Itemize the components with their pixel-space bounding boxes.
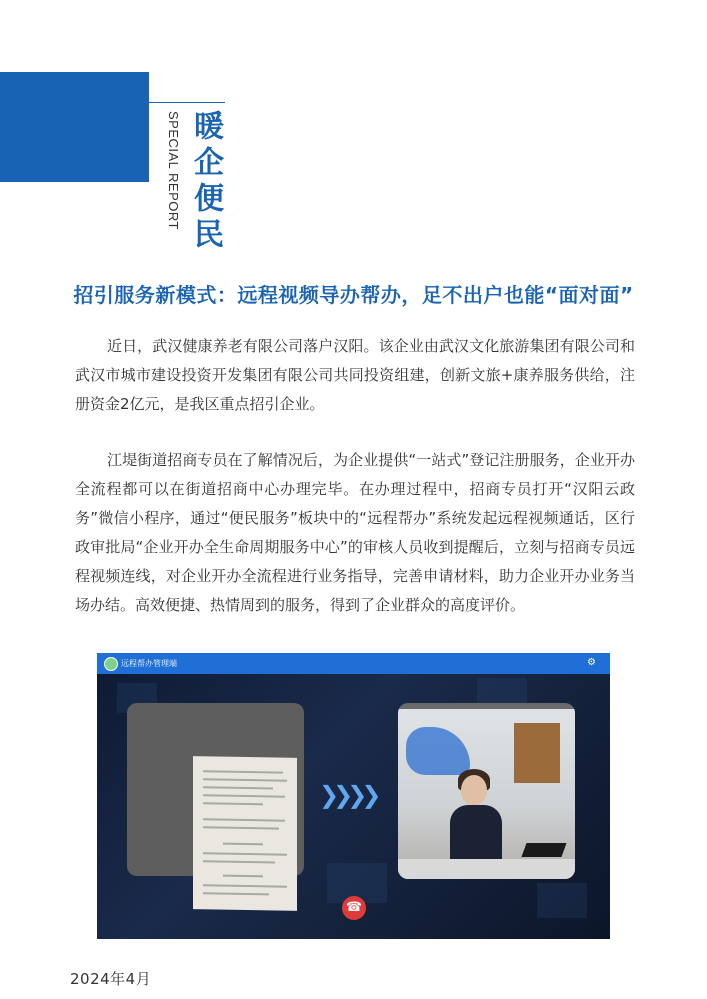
- section-title: 暖企便民: [188, 110, 223, 254]
- local-video-panel: [127, 703, 304, 876]
- app-logo-icon: [104, 657, 118, 671]
- person-head: [461, 775, 487, 805]
- person-body: [450, 805, 502, 865]
- office-scene: [398, 709, 575, 873]
- desk: [398, 859, 575, 879]
- doc-text-line: [203, 860, 275, 863]
- document-image: [193, 756, 297, 911]
- door: [514, 723, 560, 783]
- doc-text-line: [223, 843, 263, 846]
- article-paragraph: 江堤街道招商专员在了解情况后，为企业提供“一站式”登记注册服务，企业开办全流程都可以在街道招商中心办理完毕。在办理过程中，招商专员打开“汉阳云政务”微信小程序，通过“便民服务”板块中的“远程帮办”系统发起远程视频通话，区行政审批局“企业开办全生命周期服务中心”的审核人员收到提醒后，立刻与招商专员远程视频连线，对企业开办全流程进行业务指导，完善申请材料，助力企业开办业务当场办结。高效便捷、热情周到的服务，得到了企业群众的高度评价。: [75, 451, 635, 614]
- gear-icon[interactable]: ⚙: [587, 657, 596, 668]
- doc-text-line: [203, 826, 279, 829]
- app-title: 远程帮办管理端: [121, 659, 177, 668]
- doc-text-line: [203, 786, 273, 789]
- doc-text-line: [203, 852, 287, 855]
- background-tile: [537, 883, 587, 918]
- doc-text-line: [203, 770, 283, 773]
- remote-video-panel: [398, 703, 575, 879]
- article-headline: 招引服务新模式：远程视频导办帮办，足不出户也能“面对面”: [73, 283, 634, 307]
- special-report-label: SPECIAL REPORT: [166, 111, 181, 230]
- doc-text-line: [203, 778, 287, 781]
- doc-text-line: [203, 818, 285, 821]
- doc-text-line: [203, 892, 269, 895]
- video-call-photo: [97, 653, 610, 939]
- keyboard: [521, 843, 566, 857]
- doc-text-line: [203, 794, 285, 797]
- header-rule: [149, 102, 225, 103]
- doc-text-line: [203, 802, 263, 805]
- header-accent-block: [0, 72, 149, 182]
- issue-date: 2024年4月: [70, 970, 152, 988]
- article-paragraph: 近日，武汉健康养老有限公司落户汉阳。该企业由武汉文化旅游集团有限公司和武汉市城市建设投资开发集团有限公司共同投资组建，创新文旅+康养服务供给，注册资金2亿元，是我区重点招引企业。: [75, 337, 635, 413]
- chevron-right-icon: ❯❯❯❯: [319, 781, 376, 809]
- phone-hangup-icon[interactable]: ☎: [342, 896, 366, 920]
- wall-logo: [406, 727, 470, 775]
- doc-text-line: [203, 884, 287, 887]
- app-title-bar: [97, 653, 610, 674]
- doc-text-line: [223, 875, 263, 878]
